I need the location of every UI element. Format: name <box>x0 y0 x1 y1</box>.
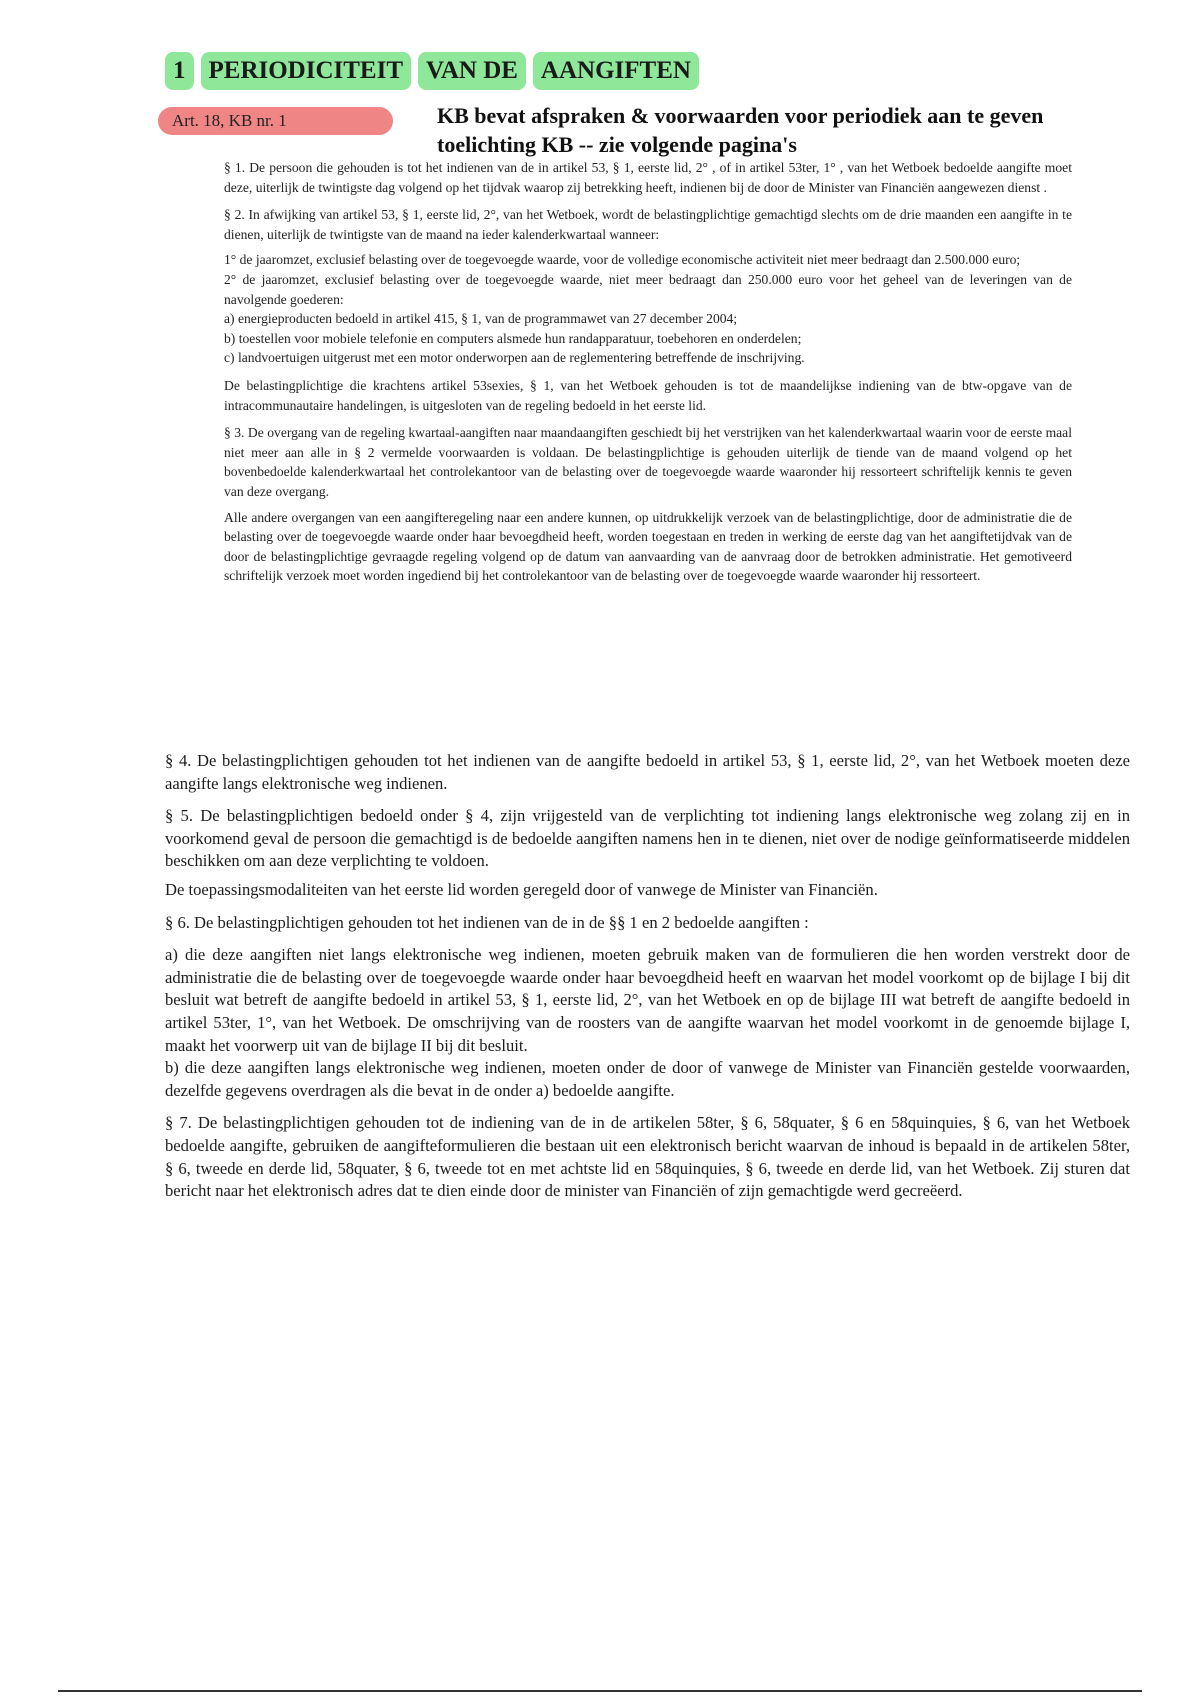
paragraph-7: § 5. De belastingplichtigen bedoeld onder § 4, zijn vrijgesteld van de verplichting tot indiening langs elektronische weg zolang zij en in voorkomend geval de persoon die gemachtigd is de bedoelde aangiften namens hen in te dienen, niet over de nodige geïnformatiseerde middelen beschikken om aan deze verplichting te voldoen. <box>165 806 1130 871</box>
subtitle-line-1: KB bevat afspraken & voorwaarden voor periodiek aan te geven <box>437 103 1044 128</box>
section-heading <box>165 52 702 92</box>
paragraph-4: § 3. De overgang van de regeling kwartaal-aangiften naar maandaangiften geschiedt bij het verstrijken van het kalenderkwartaal waarin voor de eerste maal niet meer aan alle in § 2 vermelde voorwaarden is voldaan. De belastingplichtige is gehouden uiterlijk de tiende van de maand volgend op het bovenbedoelde kalenderkwartaal het controlekantoor van de belasting over de toegevoegde waarde waaronder hij ressorteert schriftelijk kennis te geven van deze overgang. <box>224 425 1072 499</box>
paragraph-11: b) die deze aangiften langs elektronische weg indienen, moeten onder de door of vanwege de Minister van Financiën gestelde voorwaarden, dezelfde gegevens overdragen als die bevat in de onder a) bedoelde aangifte. <box>165 1058 1130 1100</box>
list-item-a: a) energieproducten bedoeld in artikel 415, § 1, van de programmawet van 27 december 2004; <box>224 311 738 327</box>
paragraph-6: § 4. De belastingplichtigen gehouden tot het indienen van de aangifte bedoeld in artikel 53, § 1, eerste lid, 2°, van het Wetboek moeten deze aangifte langs elektronische weg indienen. <box>165 751 1130 793</box>
list-item-1: 1° de jaaromzet, exclusief belasting over de toegevoegde waarde, voor de volledige economische activiteit niet meer bedraagt dan 2.500.000 euro; <box>224 252 1021 268</box>
paragraph-5: Alle andere overgangen van een aangifteregeling naar een andere kunnen, op uitdrukkelijk verzoek van de belastingplichtige, door de administratie die de belasting over de toegevoegde waarde onder haar bevoegdheid heeft, worden toegestaan en treden in werking de eerste dag van het aangiftetijdvak van de door de belastingplichtige gevraagde regeling volgend op de datum van aanvaarding van de aanvraag door de betrokken administratie. Het gemotiveerd schriftelijk verzoek moet worden ingediend bij het controlekantoor van de belasting over de toegevoegde waarde waaronder hij ressorteert. <box>224 509 1072 584</box>
list-item-2: 2° de jaaromzet, exclusief belasting over de toegevoegde waarde, niet meer bedraagt dan 250.000 euro voor het geheel van de leveringen van de navolgende goederen: <box>224 271 1072 307</box>
article-reference-badge: Art. 18, KB nr. 1 <box>158 107 393 135</box>
heading-word-periodiciteit: PERIODICITEIT <box>201 52 412 90</box>
paragraph-1: § 1. De persoon die gehouden is tot het indienen van de in artikel 53, § 1, eerste lid, 2° , of in artikel 53ter, 1° , van het Wetboek bedoelde aangifte moet deze, uiterlijk de twintigste dag volgend op het tijdvak waarop zij betrekking heeft, indienen bij de door de Minister van Financiën aangewezen dienst . <box>224 160 1072 195</box>
law-text-main <box>165 750 1130 1213</box>
paragraph-3: De belastingplichtige die krachtens artikel 53sexies, § 1, van het Wetboek gehouden is tot de maandelijkse indiening van de btw-opgave van de intracommunautaire handelingen, is uitgesloten van de regeling bedoeld in het eerste lid. <box>224 377 1072 413</box>
paragraph-12: § 7. De belastingplichtigen gehouden tot de indiening van de in de artikelen 58ter, § 6, 58quater, § 6 en 58quinquies, § 6, van het Wetboek bedoelde aangifte, gebruiken de aangifteformulieren die bestaan uit een elektronisch bericht waarvan de inhoud is bepaald in de artikelen 58ter, § 6, tweede en derde lid, 58quater, § 6, tweede tot en met achtste lid en 58quinquies, § 6, tweede en derde lid, van het Wetboek. Zij sturen dat bericht naar het elektronisch adres dat te dien einde door de minister van Financiën of zijn gemachtigde werd gecreëerd. <box>165 1113 1130 1201</box>
paragraph-2: § 2. In afwijking van artikel 53, § 1, eerste lid, 2°, van het Wetboek, wordt de belastingplichtige gemachtigd slechts om de drie maanden een aangifte in te dienen, uiterlijk de twintigste van de maand na ieder kalenderkwartaal wanneer: <box>224 207 1072 242</box>
heading-word-van-de: VAN DE <box>418 52 526 90</box>
list-item-c: c) landvoertuigen uitgerust met een motor onderworpen aan de reglementering betreffende de inschrijving. <box>224 350 805 366</box>
subtitle-note <box>437 101 1117 159</box>
footer-divider <box>58 1690 1142 1692</box>
paragraph-9: § 6. De belastingplichtigen gehouden tot het indienen van de in de §§ 1 en 2 bedoelde aangiften : <box>165 912 809 932</box>
heading-word-aangiften: AANGIFTEN <box>533 52 699 90</box>
section-number: 1 <box>165 52 194 90</box>
paragraph-10: a) die deze aangiften niet langs elektronische weg indienen, moeten gebruik maken van de formulieren die hen worden verstrekt door de administratie die de belasting over de toegevoegde waarde onder haar bevoegdheid heeft en waarvan het model voorkomt op de bijlage I bij dit besluit wat betreft de aangifte bedoeld in artikel 53, § 1, eerste lid, 2°, van het Wetboek en op de bijlage III wat betreft de aangifte bedoeld in artikel 53ter, 1°, van het Wetboek. De omschrijving van de roosters van de aangifte waarvan het model voorkomt in de genoemde bijlage I, maakt het voorwerp uit van de bijlage II bij dit besluit. <box>165 945 1130 1055</box>
subtitle-line-2: toelichting KB -- zie volgende pagina's <box>437 132 797 157</box>
law-text-quoted <box>224 158 1072 594</box>
paragraph-8: De toepassingsmodaliteiten van het eerste lid worden geregeld door of vanwege de Minister van Financiën. <box>165 879 878 899</box>
list-item-b: b) toestellen voor mobiele telefonie en computers alsmede hun randapparatuur, toebehoren en onderdelen; <box>224 330 802 346</box>
